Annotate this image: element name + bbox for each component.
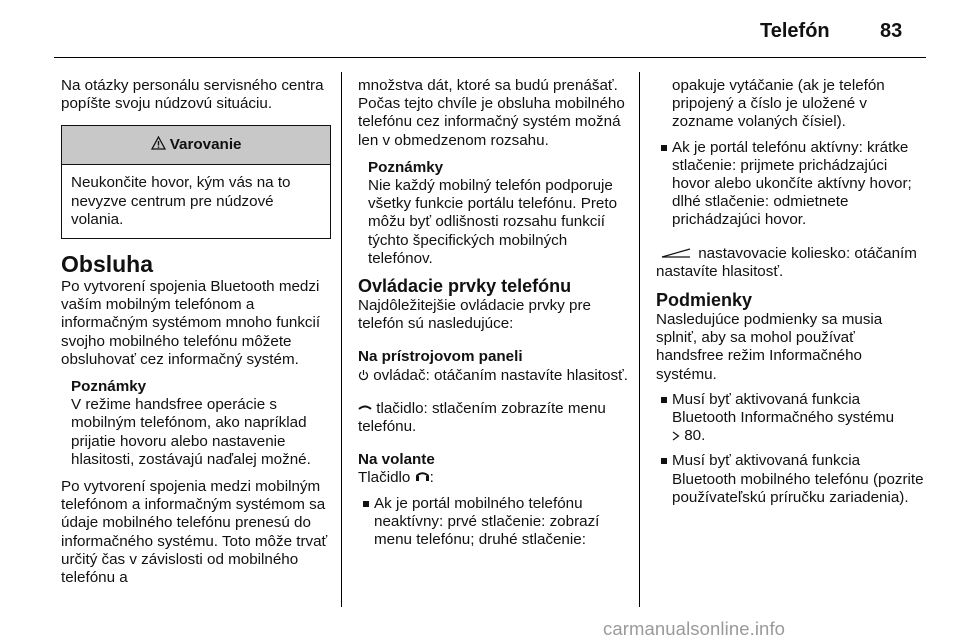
bullet-continuation: opakuje vytáčanie (ak je telefón pripojený a číslo je uložené v zozname volaných čísiel). [672,77,885,131]
conditions-bullets [656,391,926,507]
note-label: Poznámky [71,378,147,396]
power-knob-text: ovládač: otáčaním nastavíte hlasitosť. [373,366,628,384]
warning-box [61,125,331,239]
note-block [358,159,630,268]
note-text: Nie každý mobilný telefón podporuje všetky funkcie portálu telefónu. Preto môžu byť odlišnosti rozsahu funkcií týchto špecifických mobilných telefónov. [368,177,618,267]
warning-text: Neukončite hovor, kým vás na to nevyzve centrum pre núdzové volania. [71,174,291,228]
conditions-paragraph: Nasledujúce podmienky sa musia splniť, aby sa mohol používať handsfree režim Informačného systému. [656,311,883,383]
steering-phone-icon [415,469,430,487]
wheel-text: nastavovacie koliesko: otáčaním nastavíte hlasitosť. [656,244,917,280]
section-heading-controls: Ovládacie prvky telefónu [358,276,572,297]
column-1 [61,77,331,587]
list-item: Ak je portál telefónu aktívny: krátke stlačenie: prijmete prichádzajúci hovor alebo ukončíte aktívny hovor; dlhé stlačenie: odmietnete prichádzajúci hovor. [656,139,926,230]
phone-button-text: tlačidlo: stlačením zobrazíte menu telefónu. [358,399,606,436]
intro-paragraph: Na otázky personálu servisného centra popíšte svoju núdzovú situáciu. [61,77,324,113]
note-label: Poznámky [368,158,444,176]
controls-intro: Najdôležitejšie ovládacie prvky pre telefón sú nasledujúce: [358,297,591,333]
wheel-item [656,245,926,281]
list-item: Musí byť aktivovaná funkcia Bluetooth mobilného telefónu (pozrite používateľskú príručku zariadenia). [656,452,926,507]
warning-header [62,126,330,165]
section-heading-obsluha: Obsluha [61,251,154,278]
power-knob-icon [358,367,369,385]
column-3 [656,77,926,507]
note-block [61,378,331,469]
phone-handset-icon [358,400,372,418]
warning-triangle-icon [151,136,170,153]
active-portal-bullets [656,139,926,230]
list-item: Ak je portál mobilného telefónu neaktívny: prvé stlačenie: zobrazí menu telefónu; druhé stlačenie: [358,495,630,550]
subheading-dashboard: Na prístrojovom paneli [358,348,523,366]
connection-paragraph: Po vytvorení spojenia medzi mobilným telefónom a informačným systémom sa údaje mobilného telefónu prenesú do informačného systému. Toto môže trvať určitý čas v závislosti od mobilného telefónu a [61,478,328,587]
page-number: 83 [880,20,903,42]
section-heading-conditions: Podmienky [656,290,753,311]
page-ref-arrow-icon [672,427,684,444]
steering-button-label: Tlačidlo [358,469,411,487]
phone-button-item [358,400,630,436]
warning-title: Varovanie [169,136,242,154]
colon: : [429,469,434,487]
header-title: Telefón [760,20,830,42]
steering-bullets [358,495,630,550]
watermark-link[interactable]: carmanualsonline.info [603,618,786,639]
condition-bluetooth-system: Musí byť aktivovaná funkcia Bluetooth Informačného systému [672,390,895,427]
power-knob-item [358,367,630,385]
continuation-paragraph: množstva dát, ktoré sa budú prenášať. Počas tejto chvíle je obsluha mobilného telefónu cez informačný systém možná len v obmedzenom rozsahu. [358,77,625,149]
column-divider-1 [341,72,342,607]
note-text: V režime handsfree operácie s mobilným telefónom, ako napríklad prijatie hovoru alebo nastavenie hlasitosti, zostávajú naďalej možné. [71,396,311,468]
header-rule [54,57,926,58]
column-2 [358,77,630,549]
page-reference: 80. [684,427,706,445]
subheading-steering-wheel: Na volante [358,451,435,469]
list-item [656,391,926,446]
column-divider-2 [639,72,640,607]
steering-button-line [358,469,630,487]
thumbwheel-icon [656,245,694,263]
obsluha-paragraph: Po vytvorení spojenia Bluetooth medzi vaším mobilným telefónom a informačným systémom mnoho funkcií svojho mobilného telefónu môžete obsluhovať cez informačný systém. [61,278,321,368]
